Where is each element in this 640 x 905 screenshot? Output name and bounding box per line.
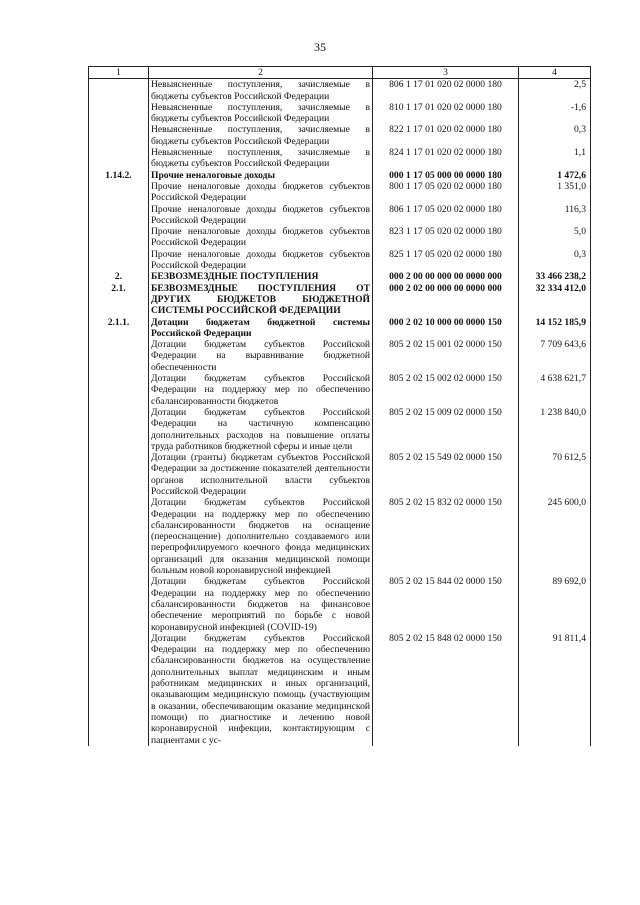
row-amount: 89 692,0 [519,576,591,632]
row-name: Дотации бюджетам субъектов Российской Федерации на поддержку мер по обеспечению сбалансированности бюджетов на оснащение (переоснащение) дополнительно создаваемого или перепрофилируемого коечного фонда медицинских организаций для оказания медицинской помощи больным новой коронавирусной инфекцией [149,497,373,576]
row-code: 805 2 02 15 001 02 0000 150 [373,339,519,373]
row-amount: 7 709 643,6 [519,339,591,373]
revenue-table [88,66,591,746]
row-name: Дотации (гранты) бюджетам субъектов Российской Федерации за достижение показателей деятельности органов исполнительной власти субъектов Российской Федерации [149,452,373,497]
row-code: 805 2 02 15 844 02 0000 150 [373,576,519,632]
row-code: 822 1 17 01 020 02 0000 180 [373,124,519,147]
row-name: Прочие неналоговые доходы бюджетов субъектов Российской Федерации [149,226,373,249]
row-name: БЕЗВОЗМЕЗДНЫЕ ПОСТУПЛЕНИЯ [149,271,373,282]
row-amount: 0,3 [519,124,591,147]
row-number [89,633,149,746]
row-name: Прочие неналоговые доходы [149,170,373,181]
row-code: 810 1 17 01 020 02 0000 180 [373,102,519,125]
row-number: 2.1. [89,283,149,317]
row-number [89,102,149,125]
row-code: 823 1 17 05 020 02 0000 180 [373,226,519,249]
row-amount: 1 351,0 [519,181,591,204]
row-code: 800 1 17 05 020 02 0000 180 [373,181,519,204]
table-row [89,373,591,407]
row-amount: 1 238 840,0 [519,407,591,452]
row-number [89,79,149,102]
table-row [89,271,591,282]
page-number: 35 [314,40,326,54]
row-amount: 5,0 [519,226,591,249]
row-name: Невыясненные поступления, зачисляемые в бюджеты субъектов Российской Федерации [149,79,373,102]
row-amount: 1,1 [519,147,591,170]
row-code: 805 2 02 15 002 02 0000 150 [373,373,519,407]
row-number [89,497,149,576]
row-name: Невыясненные поступления, зачисляемые в бюджеты субъектов Российской Федерации [149,147,373,170]
row-code: 805 2 02 15 549 02 0000 150 [373,452,519,497]
table-row [89,339,591,373]
row-code: 805 2 02 15 832 02 0000 150 [373,497,519,576]
row-amount: 1 472,6 [519,170,591,181]
row-amount: 91 811,4 [519,633,591,746]
row-amount: 245 600,0 [519,497,591,576]
row-number [89,339,149,373]
row-code: 805 2 02 15 009 02 0000 150 [373,407,519,452]
row-name: Прочие неналоговые доходы бюджетов субъектов Российской Федерации [149,204,373,227]
row-number [89,124,149,147]
row-name: Прочие неналоговые доходы бюджетов субъектов Российской Федерации [149,181,373,204]
row-number [89,576,149,632]
row-name: Дотации бюджетам субъектов Российской Федерации на выравнивание бюджетной обеспеченности [149,339,373,373]
table-row [89,147,591,170]
row-number: 2. [89,271,149,282]
table-row [89,204,591,227]
row-code: 806 1 17 01 020 02 0000 180 [373,79,519,102]
header-col-2: 2 [149,67,373,79]
row-name: Дотации бюджетам субъектов Российской Федерации на частичную компенсацию дополнительных расходов на повышение оплаты труда работников бюджетной сферы и иные цели [149,407,373,452]
row-name: БЕЗВОЗМЕЗДНЫЕ ПОСТУПЛЕНИЯ ОТ ДРУГИХ БЮДЖЕТОВ БЮДЖЕТНОЙ СИСТЕМЫ РОССИЙСКОЙ ФЕДЕРАЦИИ [149,283,373,317]
row-name: Дотации бюджетам субъектов Российской Федерации на поддержку мер по обеспечению сбалансированности бюджетов на финансовое обеспечение мероприятий по борьбе с новой коронавирусной инфекцией (COVID-19) [149,576,373,632]
row-number [89,407,149,452]
row-number [89,373,149,407]
row-amount: 116,3 [519,204,591,227]
table-row [89,407,591,452]
table-row [89,79,591,102]
row-code: 000 2 02 10 000 00 0000 150 [373,317,519,340]
row-amount: 70 612,5 [519,452,591,497]
table-row [89,226,591,249]
row-number [89,181,149,204]
row-name: Дотации бюджетам субъектов Российской Федерации на поддержку мер по обеспечению сбалансированности бюджетов [149,373,373,407]
row-amount: 14 152 185,9 [519,317,591,340]
table-row [89,181,591,204]
header-col-3: 3 [373,67,519,79]
row-number [89,204,149,227]
table-row [89,633,591,746]
row-number [89,249,149,272]
table-row [89,576,591,632]
table-row [89,283,591,317]
header-col-4: 4 [519,67,591,79]
row-number: 1.14.2. [89,170,149,181]
row-code: 000 1 17 05 000 00 0000 180 [373,170,519,181]
row-amount: 33 466 238,2 [519,271,591,282]
row-code: 000 2 02 00 000 00 0000 000 [373,283,519,317]
table-row [89,249,591,272]
table-row [89,317,591,340]
table-row [89,497,591,576]
row-name: Дотации бюджетам бюджетной системы Российской Федерации [149,317,373,340]
row-code: 824 1 17 01 020 02 0000 180 [373,147,519,170]
row-amount: -1,6 [519,102,591,125]
row-number: 2.1.1. [89,317,149,340]
row-name: Прочие неналоговые доходы бюджетов субъектов Российской Федерации [149,249,373,272]
row-code: 806 1 17 05 020 02 0000 180 [373,204,519,227]
table-row [89,452,591,497]
header-col-1: 1 [89,67,149,79]
row-number [89,226,149,249]
row-number [89,452,149,497]
row-amount: 4 638 621,7 [519,373,591,407]
row-code: 825 1 17 05 020 02 0000 180 [373,249,519,272]
table-row [89,124,591,147]
row-number [89,147,149,170]
row-amount: 2,5 [519,79,591,102]
row-code: 805 2 02 15 848 02 0000 150 [373,633,519,746]
row-amount: 32 334 412,0 [519,283,591,317]
table-row [89,170,591,181]
row-name: Дотации бюджетам субъектов Российской Федерации на поддержку мер по обеспечению сбалансированности бюджетов на осуществление дополнительных выплат медицинским и иным работникам медицинских и иных организаций, оказывающим медицинскую помощь (участвующим в оказании, обеспечивающим оказание медицинской помощи) по диагностике и лечению новой коронавирусной инфекции, контактирующим с пациентами с ус- [149,633,373,746]
row-amount: 0,3 [519,249,591,272]
table-row [89,102,591,125]
row-name: Невыясненные поступления, зачисляемые в бюджеты субъектов Российской Федерации [149,124,373,147]
row-code: 000 2 00 00 000 00 0000 000 [373,271,519,282]
row-name: Невыясненные поступления, зачисляемые в бюджеты субъектов Российской Федерации [149,102,373,125]
header-row [89,67,591,79]
